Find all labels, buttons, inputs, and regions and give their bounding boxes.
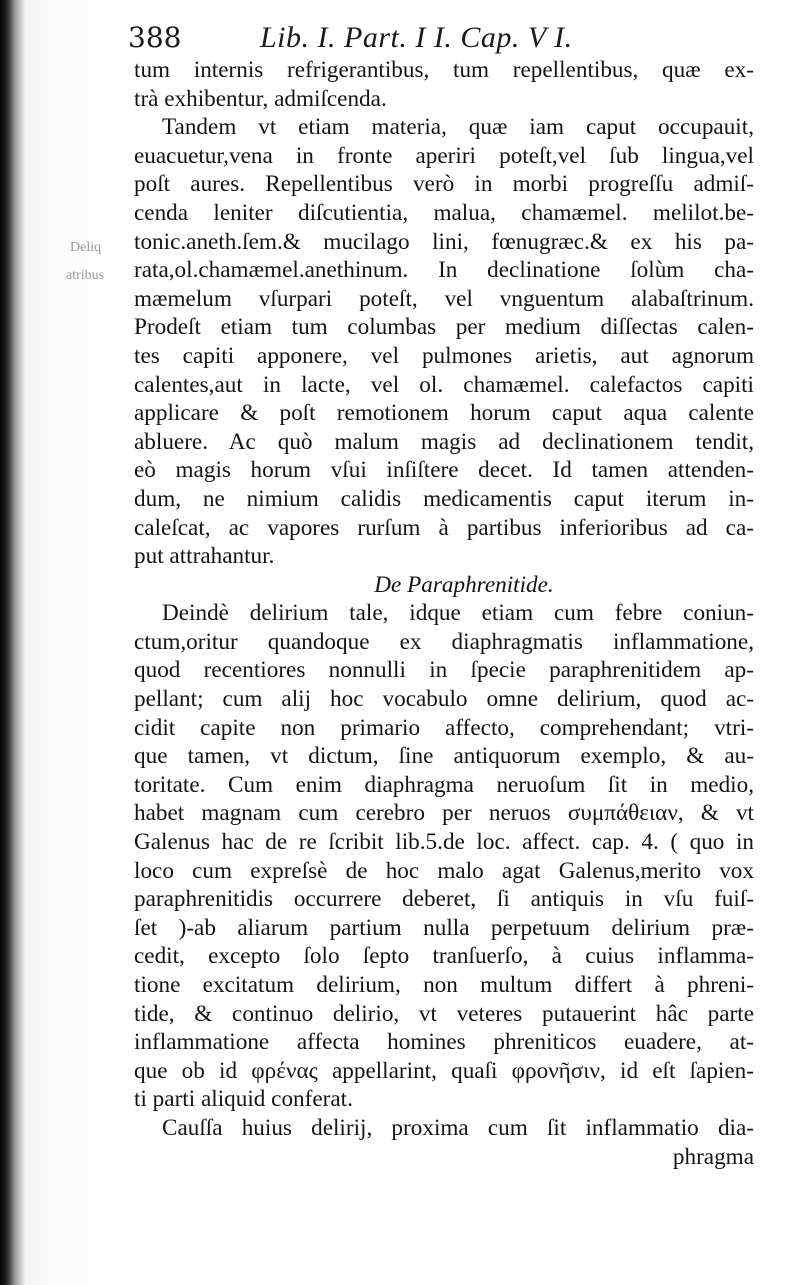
text-line: quod recentiores nonnulli in ſpecie paraphrenitidem ap- <box>134 657 754 684</box>
body-text <box>134 56 754 1171</box>
text-line: dum, ne nimium calidis medicamentis caput iterum in- <box>134 485 754 512</box>
text-line: caleſcat, ac vapores rurſum à partibus inferioribus ad ca- <box>134 514 754 541</box>
text-line: Galenus hac de re ſcribit lib.5.de loc. affect. cap. 4. ( quo in <box>134 829 754 856</box>
running-head <box>128 18 748 58</box>
text-line: cedit, excepto ſolo ſepto tranſuerſo, à cuius inflamma- <box>134 943 754 970</box>
margin-note: Deliq <box>70 240 102 255</box>
text-line: toritate. Cum enim diaphragma neruoſum ſit in medio, <box>134 771 754 798</box>
margin-note: atribus <box>66 268 105 283</box>
text-line: Deindè delirium tale, idque etiam cum febre coniun- <box>162 600 754 627</box>
text-line: tide, & continuo delirio, vt veteres putauerint hâc parte <box>134 1000 754 1027</box>
text-line: rata,ol.chamæmel.anethinum. In declinatione ſolùm cha- <box>134 257 754 284</box>
text-line: ſet )-ab aliarum partium nulla perpetuum delirium præ- <box>134 914 754 941</box>
text-line: tonic.aneth.ſem.& mucilago lini, fœnugræc.& ex his pa- <box>134 228 754 255</box>
text-line: phragma <box>672 1143 754 1170</box>
text-line: Tandem vt etiam materia, quæ iam caput occupauit, <box>162 114 754 141</box>
text-line: cenda leniter diſcutientia, malua, chamæmel. melilot.be- <box>134 199 754 226</box>
section-heading: De Paraphrenitide. <box>374 571 554 598</box>
text-line: tes capiti apponere, vel pulmones arietis, aut agnorum <box>134 342 754 369</box>
text-line: poſt aures. Repellentibus verò in morbi progreſſu admiſ- <box>134 171 754 198</box>
text-line: ctum,oritur quandoque ex diaphragmatis inflammatione, <box>134 628 754 655</box>
text-line: mæmelum vſurpari poteſt, vel vnguentum alabaſtrinum. <box>134 285 754 312</box>
text-line: Prodeſt etiam tum columbas per medium diſſectas calen- <box>134 314 754 341</box>
page-number: 388 <box>128 21 182 54</box>
text-line: trà exhibentur, admiſcenda. <box>134 85 387 112</box>
text-line: pellant; cum alij hoc vocabulo omne delirium, quod ac- <box>134 686 754 713</box>
text-line: habet magnam cum cerebro per neruos συμπάθειαν, & vt <box>134 800 754 827</box>
text-line: loco cum expreſsè de hoc malo agat Galenus,merito vox <box>134 857 754 884</box>
text-line: paraphrenitidis occurrere deberet, ſi antiquis in vſu fuiſ- <box>134 886 754 913</box>
text-line: put attrahantur. <box>134 543 275 570</box>
text-line: eò magis horum vſui inſiſtere decet. Id tamen attenden- <box>134 457 754 484</box>
text-line: applicare & poſt remotionem horum caput aqua calente <box>134 400 754 427</box>
text-line: cidit capite non primario affecto, comprehendant; vtri- <box>134 714 754 741</box>
text-line: calentes,aut in lacte, vel ol. chamæmel. calefactos capiti <box>134 371 754 398</box>
text-line: tum internis refrigerantibus, tum repellentibus, quæ ex- <box>134 57 754 83</box>
text-line: ti parti aliquid conferat. <box>134 1086 353 1113</box>
text-line: tione excitatum delirium, non multum differt à phreni- <box>134 972 754 998</box>
text-line: abluere. Ac quò malum magis ad declinationem tendit, <box>134 428 754 455</box>
text-line: que tamen, vt dictum, ſine antiquorum exemplo, & au- <box>134 743 754 770</box>
text-line: que ob id φρένας appellarint, quaſi φρονῆσιν, id eſt ſapien- <box>134 1057 754 1084</box>
text-line: Cauſſa huius delirij, proxima cum ſit inflammatio dia- <box>162 1114 754 1141</box>
text-line: inflammatione affecta homines phreniticos euadere, at- <box>134 1029 754 1056</box>
binding-gutter <box>0 0 26 1285</box>
text-line: euacuetur,vena in fronte aperiri poteſt,vel ſub lingua,vel <box>134 142 754 169</box>
running-title: Lib. I. Part. I I. Cap. V I. <box>260 21 573 54</box>
